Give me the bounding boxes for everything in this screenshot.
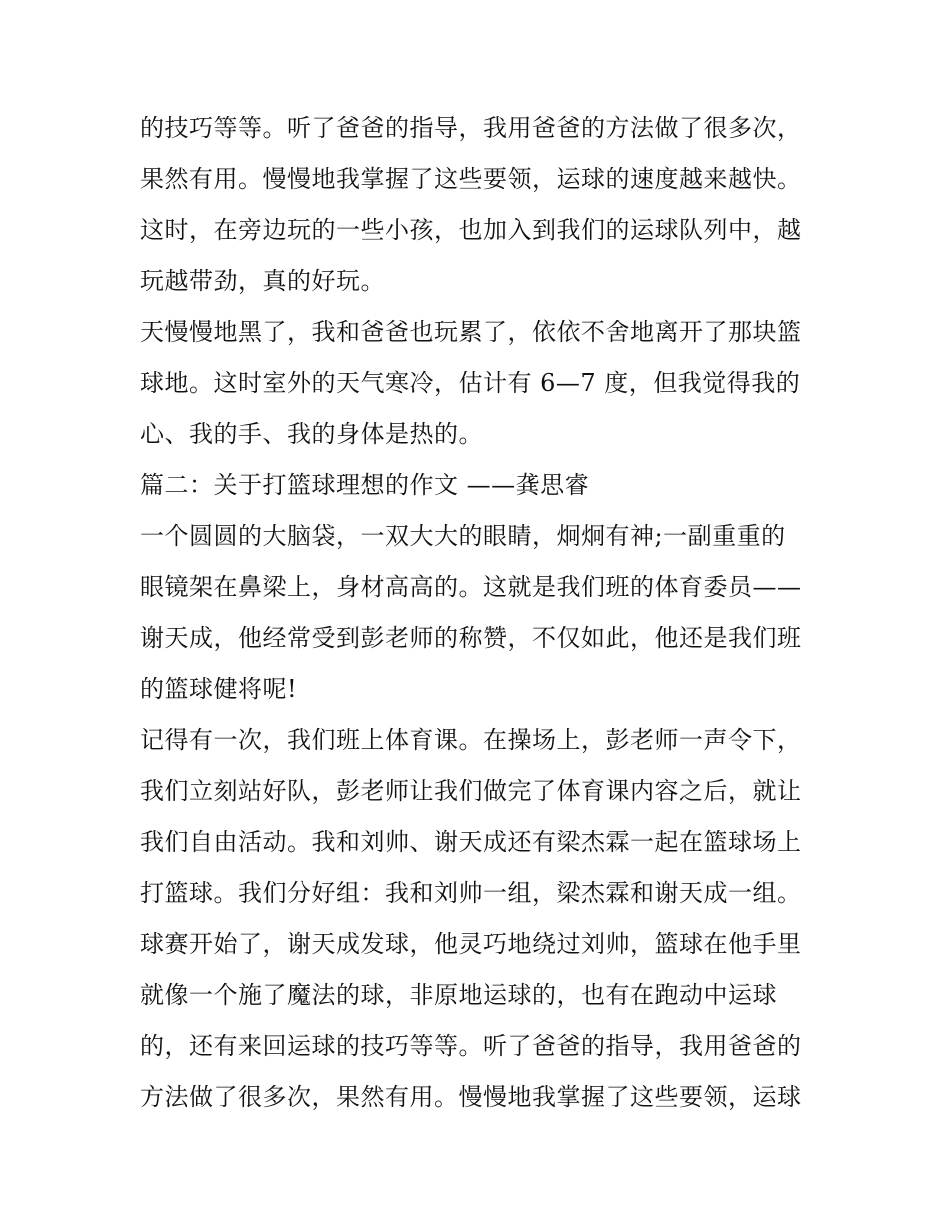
text-line: 的，还有来回运球的技巧等等。听了爸爸的指导，我用爸爸的 [140,1032,802,1060]
text-line: 记得有一次，我们班上体育课。在操场上，彭老师一声令下， [140,726,802,754]
text-line: 的篮球健将呢! [140,675,298,703]
text-line: 球地。这时室外的天气寒冷，估计有 6—7 度，但我觉得我的 [140,369,801,397]
text-line: 玩越带劲，真的好玩。 [140,267,385,295]
section-heading: 篇二：关于打篮球理想的作文 ——龚思睿 [140,471,590,499]
text-line: 谢天成，他经常受到彭老师的称赞，不仅如此，他还是我们班 [140,624,802,652]
text-line: 我们立刻站好队，彭老师让我们做完了体育课内容之后，就让 [140,777,802,805]
text-line: 一个圆圆的大脑袋，一双大大的眼睛，炯炯有神;一副重重的 [140,522,786,550]
text-line: 这时，在旁边玩的一些小孩，也加入到我们的运球队列中，越 [140,216,802,244]
text-line: 方法做了很多次，果然有用。慢慢地我掌握了这些要领，运球 [140,1083,802,1111]
text-line: 果然有用。慢慢地我掌握了这些要领，运球的速度越来越快。 [140,165,802,193]
text-line: 就像一个施了魔法的球，非原地运球的，也有在跑动中运球 [140,981,777,1009]
text-line: 打篮球。我们分好组：我和刘帅一组，梁杰霖和谢天成一组。 [140,879,802,907]
text-line: 球赛开始了，谢天成发球，他灵巧地绕过刘帅，篮球在他手里 [140,930,802,958]
text-line: 的技巧等等。听了爸爸的指导，我用爸爸的方法做了很多次， [140,114,802,142]
text-line: 天慢慢地黑了，我和爸爸也玩累了，依依不舍地离开了那块篮 [140,318,802,346]
text-line: 眼镜架在鼻梁上，身材高高的。这就是我们班的体育委员—— [140,573,802,601]
text-line: 我们自由活动。我和刘帅、谢天成还有梁杰霖一起在篮球场上 [140,828,802,856]
text-line: 心、我的手、我的身体是热的。 [140,420,483,448]
